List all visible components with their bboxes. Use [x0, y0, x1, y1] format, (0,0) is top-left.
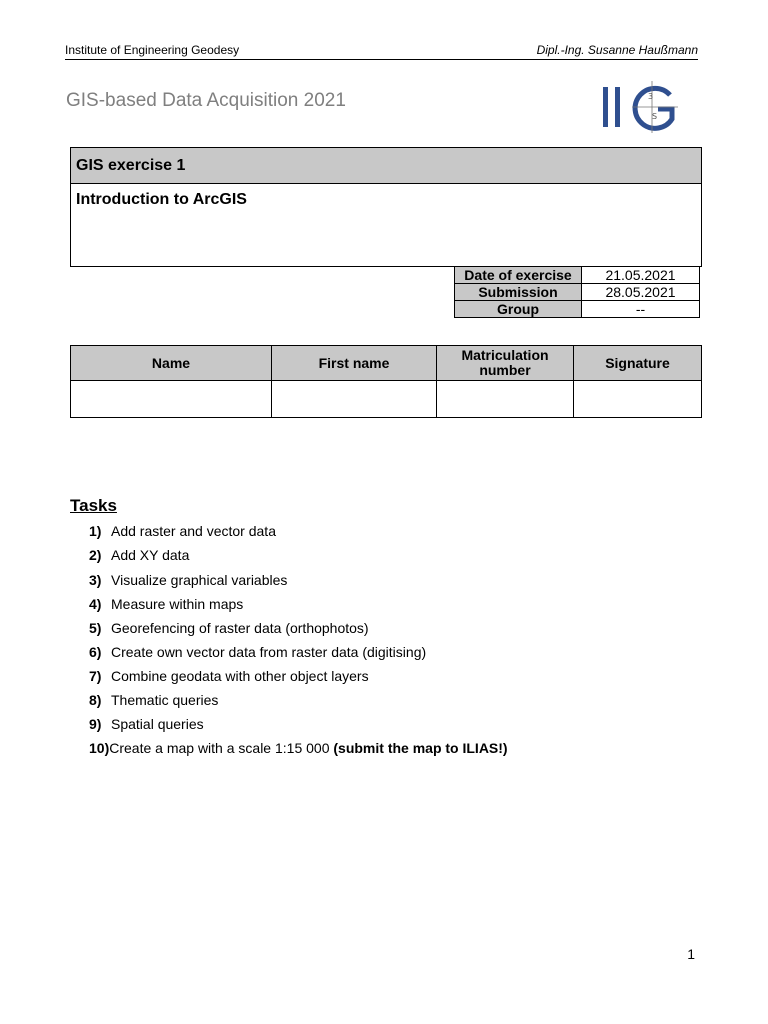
- task-number: 6): [89, 644, 102, 660]
- task-number: 1): [89, 523, 102, 539]
- svg-text:S: S: [652, 112, 658, 121]
- exercise-heading: GIS exercise 1: [71, 148, 701, 184]
- col-signature: Signature: [574, 346, 702, 381]
- document-title: GIS-based Data Acquisition 2021: [66, 90, 346, 111]
- task-number: 9): [89, 716, 102, 732]
- task-number: 2): [89, 547, 102, 563]
- svg-text:3: 3: [648, 92, 654, 101]
- date-row: [455, 267, 700, 284]
- people-header-row: [71, 346, 702, 381]
- iig-logo: [600, 79, 684, 135]
- col-name: Name: [71, 346, 272, 381]
- list-item: [89, 668, 369, 684]
- exercise-box: [70, 147, 702, 267]
- task-text: Thematic queries: [111, 692, 219, 708]
- cell-signature[interactable]: [574, 381, 702, 418]
- date-value: 21.05.2021: [582, 267, 700, 284]
- table-row: [71, 381, 702, 418]
- cell-name[interactable]: [71, 381, 272, 418]
- task-number: 5): [89, 620, 102, 636]
- task-text: Combine geodata with other object layers: [111, 668, 369, 684]
- people-table: [70, 345, 702, 418]
- list-item: [89, 692, 218, 708]
- group-label: Group: [455, 301, 582, 318]
- task-text: Add XY data: [111, 547, 190, 563]
- cell-matriculation[interactable]: [437, 381, 574, 418]
- submission-label: Submission: [455, 284, 582, 301]
- task-number: 10): [89, 740, 110, 756]
- dates-table: [454, 266, 700, 318]
- tasks-heading: Tasks: [70, 496, 117, 515]
- task-bold-note: (submit the map to ILIAS!): [333, 740, 508, 756]
- list-item: [89, 572, 287, 588]
- task-number: 4): [89, 596, 102, 612]
- task-number: 8): [89, 692, 102, 708]
- list-item: [89, 596, 243, 612]
- group-value: --: [582, 301, 700, 318]
- header-author: Dipl.-Ing. Susanne Haußmann: [536, 43, 698, 57]
- task-text: Measure within maps: [111, 596, 244, 612]
- task-text: Georefencing of raster data (orthophotos): [111, 620, 369, 636]
- group-row: [455, 301, 700, 318]
- task-number: 7): [89, 668, 102, 684]
- list-item: [89, 547, 189, 563]
- list-item: [89, 523, 276, 539]
- header-rule: [65, 59, 698, 60]
- submission-value: 28.05.2021: [582, 284, 700, 301]
- task-text: Visualize graphical variables: [111, 572, 288, 588]
- list-item: [89, 644, 426, 660]
- task-text: Create own vector data from raster data (digitising): [111, 644, 427, 660]
- list-item: [89, 740, 508, 756]
- task-text: Add raster and vector data: [111, 523, 276, 539]
- header-institute: Institute of Engineering Geodesy: [65, 43, 240, 57]
- date-label: Date of exercise: [455, 267, 582, 284]
- submission-row: [455, 284, 700, 301]
- col-first-name: First name: [272, 346, 437, 381]
- task-text: Spatial queries: [111, 716, 204, 732]
- task-number: 3): [89, 572, 102, 588]
- list-item: [89, 716, 204, 732]
- task-text: Create a map with a scale 1:15 000: [109, 740, 334, 756]
- page-number: 1: [687, 946, 695, 962]
- col-matriculation: Matriculation number: [437, 346, 574, 381]
- cell-first-name[interactable]: [272, 381, 437, 418]
- list-item: [89, 620, 369, 636]
- exercise-subtitle: Introduction to ArcGIS: [76, 191, 247, 208]
